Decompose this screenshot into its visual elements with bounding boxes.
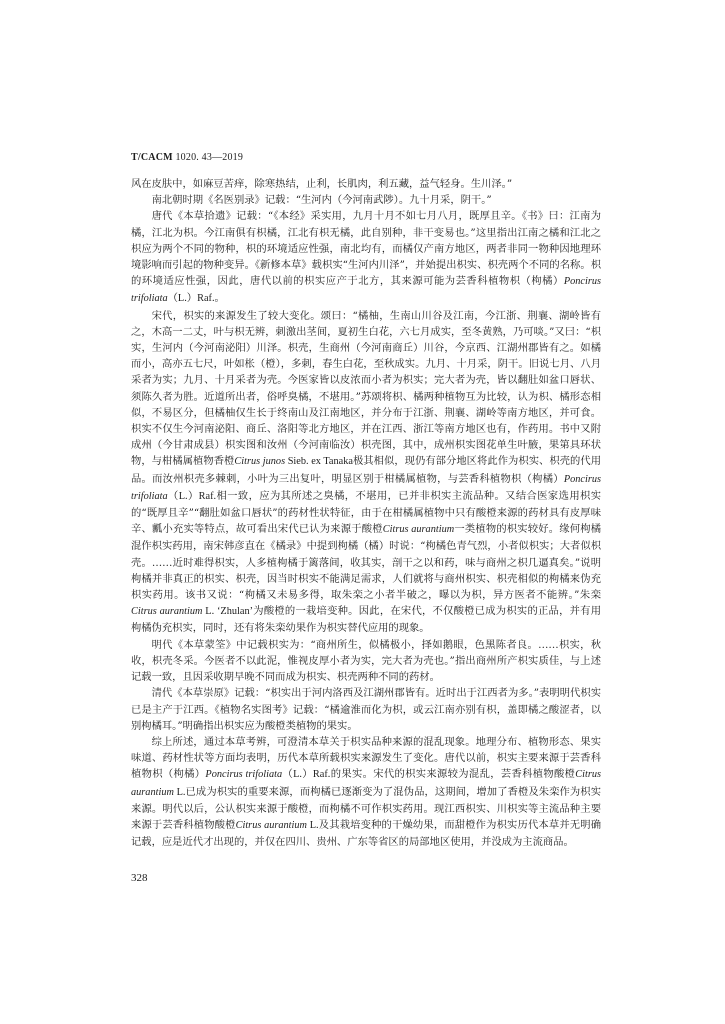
text-run: 明代《本草蒙筌》中记载枳实为：“商州所生，似橘极小，择如鹅眼，色黑陈者良。……枳实，秋收，枳壳冬采。今医者不以此泥，惟视皮厚小者为实，完大者为壳也。”指出商州所产枳实质佳，与上述记载一致，且因采收期早晚不同而成为枳实、枳壳两种不同的药材。	[131, 638, 601, 684]
text-run: 相一致，应为其所述之臭橘，不堪用，已并非枳实主流品种。又结合医家选用枳实的“既厚且辛”“翻肚如盆口唇状”的药材性状特征，由于在柑橘属植物中只有酸橙来源的药材具有皮厚味辛、瓤小充实等特点，故可看出宋代已认为来源于酸橙	[131, 489, 601, 536]
text-run: L. ‘Zhulan’	[202, 606, 254, 618]
text-run: 一类植物的枳实较好。缘何枸橘混作枳实药用，南宋韩彦直在《橘录》中提到枸橘（橘）时说：“枸橘色青气烈，小者似枳实；大者似枳壳。……近时难得枳实，人多植枸橘于篱落间，收其实，剖干之以和药，味与商州之枳几逼真矣。”说明枸橘并非真正的枳实、枳壳，因当时枳实不能满足需求，人们就将与商州枳实、枳壳相似的枸橘来伪充枳实药用。该书又说：“枸橘又未易多得，取朱栾之小者半破之，曝以为枳，异方医者不能辨。”朱栾	[131, 523, 602, 602]
latin-name: Citrus aurantium	[131, 606, 203, 618]
latin-name: Poncirus trifoliata	[205, 769, 283, 781]
text-run: 。	[214, 292, 225, 305]
text-run: 极其相似，现仍有部分地区将此作为枳实、枳壳的代用品。而汝州枳壳多棘刺，小叶为三出复叶，明显区别于柑橘属植物，与芸香科植物枳（枸橘）	[131, 455, 602, 485]
latin-name: Poncirus trifoliata	[131, 473, 601, 502]
text-run: 宋代，枳实的来源发生了较大变化。颂曰：“橘柚，生南山川谷及江南，今江浙、荆襄、湖岭皆有之，木高一二丈，叶与枳无辨，刺激出茎间，夏初生白花，六七月成实，至冬黄熟，乃可啖。”又曰：“枳实，生河内（今河南泌阳）川泽。枳壳，生商州（今河南商丘）川谷，今京西、江湖州郡皆有之。如橘而小，高亦五七尺，叶如枨（橙），多刺，春生白花，至秋成实。九月、十月采，阴干。旧说七月、八月采者为实；九月、十月采者为壳。今医家皆以皮浓而小者为枳实；完大者为壳，皆以翻肚如盆口唇状、须陈久者为胜。近道所出者，俗呼臭橘，不堪用。”苏颂将枳、橘两种植物互为比较，认为枳、橘形态相似，不易区分，但橘柚仅生长于终南山及江南地区，并分布于江浙、荆襄、湖岭等南方地区，并可食。枳实不仅生今河南泌阳、商丘、洛阳等北方地区，并在江西、浙江等南方地区也有，作药用。书中又附成州（今甘肃成县）枳实图和汝州（今河南临汝）枳壳图，其中，成州枳实图花单生叶腋，果第具环状物，与柑橘属植物香橙	[131, 309, 601, 468]
latin-name: Citrus aurantium	[382, 524, 455, 536]
text-run: 清代《本草崇原》记载：“枳实出于河内洛西及江湖州郡皆有。近时出于江西者为多。”表明明代枳实已是主产于江西。《植物名实图考》记载：“橘逾淮而化为枳，或云江南亦别有枳，盖即橘之酸涩者，以别枸橘耳。”明确指出枳实应为酸橙类植物的果实。	[131, 687, 601, 732]
body-text	[131, 176, 601, 850]
text-run: L.	[173, 786, 186, 798]
page-number: 328	[131, 872, 148, 884]
paragraph	[131, 734, 601, 850]
paragraph	[131, 192, 601, 208]
latin-name: Citrus junos	[234, 456, 286, 468]
text-run: （L.）Raf.	[282, 769, 331, 781]
text-run: 风在皮肤中，如麻豆苦痒，除寒热结，止利，长肌肉，利五藏，益气轻身。生川泽。”	[131, 178, 513, 190]
paragraph	[131, 685, 601, 734]
standard-prefix: T/CACM	[131, 152, 173, 163]
latin-name: Citrus aurantium	[131, 769, 602, 798]
standard-number: 1020. 43—2019	[175, 152, 244, 163]
paragraph	[131, 176, 601, 192]
text-run: L.	[307, 819, 319, 831]
text-run: 的果实。宋代的枳实来源较为混乱，芸香科植物酸橙	[330, 768, 576, 781]
text-run: 为酸橙的一栽培变种。因此，在宋代，不仅酸橙已成为枳实的正品，并有用枸橘伪充枳实，同时，还有将朱栾幼果作为枳实替代应用的现象。	[131, 605, 602, 635]
text-run: 综上所述，通过本草考辨，可澄清本草关于枳实品种来源的混乱现象。地理分布、植物形态、果实味道、药材性状等方面均表明，历代本草所载枳实来源发生了变化。唐代以前，枳实主要来源于芸香科植物枳（枸橘）	[131, 735, 601, 781]
paragraph	[131, 208, 601, 307]
latin-name: Poncirus trifoliata	[131, 276, 601, 305]
text-run: Sieb. ex Tanaka	[285, 456, 353, 468]
standard-header	[131, 152, 243, 163]
text-run: 南北朝时期《名医别录》记载：“生河内（今河南武陟）。九十月采，阴干。”	[151, 194, 492, 207]
text-run: 已成为枳实的重要来源，而枸橘已逐渐变为了混伪品，这期间，增加了香橙及朱栾作为枳实来源。明代以后，公认枳实来源于酸橙，而枸橘不可作枳实药用。现江西枳实、川枳实等主流品种主要来源于芸香科植物酸橙	[131, 785, 601, 831]
paragraph	[131, 637, 601, 686]
text-run: （L.）Raf.	[167, 293, 215, 305]
text-run: （L.）Raf.	[167, 490, 217, 502]
text-run: 唐代《本草拾遗》记载：“《本经》采实用，九月十月不如七月八月，既厚且辛。《书》曰：江南为橘，江北为枳。今江南俱有枳橘，江北有枳无橘，此自别种，非干变易也。”这里指出江南之橘和江北之枳应为两个不同的物种，枳的环境适应性强，南北均有，而橘仅产南方地区，两者非同一物种因地理环境影响而引起的物种变异。《新修本草》载枳实“生河内川泽”，并始提出枳实、枳壳两个不同的名称。枳的环境适应性强，因此，唐代以前的枳实应产于北方，其来源可能为芸香科植物枳（枸橘）	[131, 210, 601, 288]
latin-name: Citrus aurantium	[235, 819, 307, 831]
paragraph	[131, 308, 601, 637]
text-run: 及其栽培变种的干燥幼果，而甜橙作为枳实历代本草并无明确记载，应是近代才出现的，并仅在四川、贵州、广东等省区的局部地区使用，并没成为主流商品。	[131, 818, 602, 849]
